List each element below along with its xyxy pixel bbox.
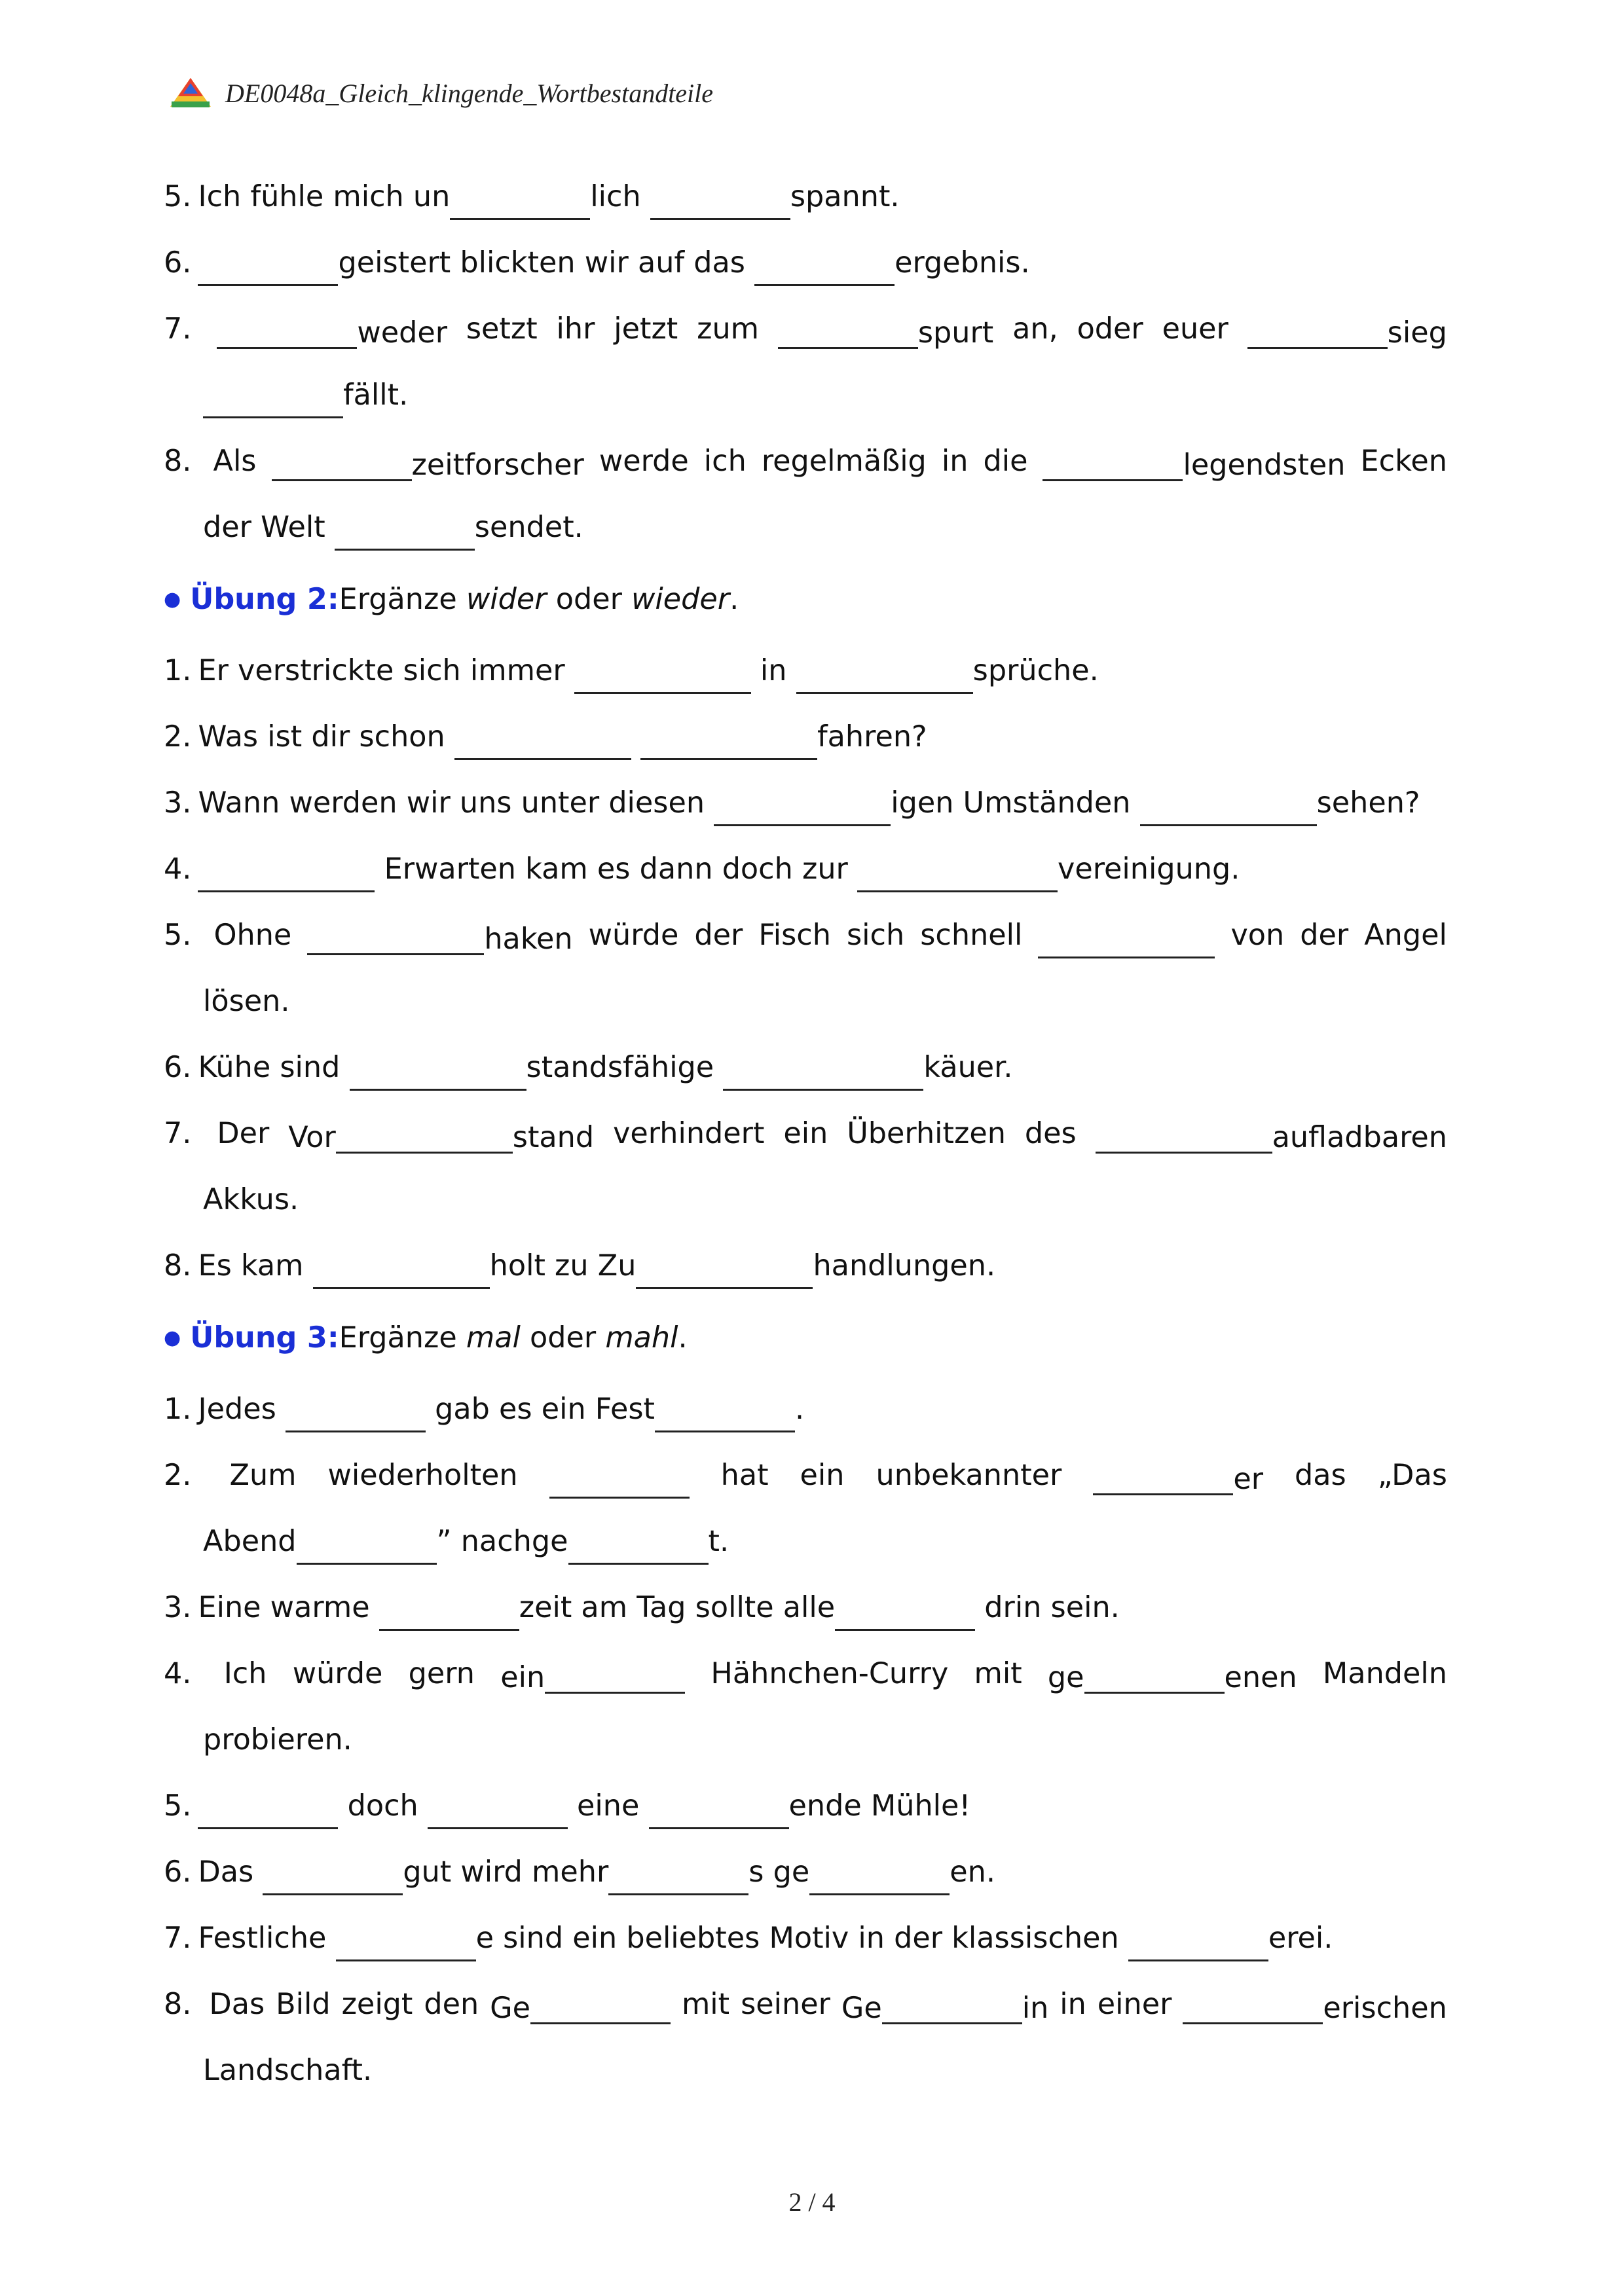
answer-blank[interactable] [450,186,590,220]
item-number: 6. [164,1051,192,1084]
answer-blank[interactable] [655,1398,795,1432]
answer-blank[interactable] [286,1398,426,1432]
answer-blank[interactable] [1140,792,1317,826]
worksheet-content [164,164,1447,2104]
item-number: 2. [164,720,192,754]
answer-blank[interactable] [809,1861,950,1895]
answer-blank[interactable] [272,447,412,481]
answer-blank[interactable] [1247,315,1388,349]
answer-blank[interactable] [336,1927,476,1961]
item-number: 6. [164,246,192,280]
exercise-item: 6. Das gut wird mehr s ge en. [164,1839,1447,1905]
answer-blank[interactable] [335,517,475,551]
item-number: 7. [164,1922,192,1955]
exercise-item-continuation: der Welt sendet. [164,494,1447,560]
answer-blank[interactable] [350,1057,526,1091]
exercise-item: 6. Kühe sind standsfähige käuer. [164,1034,1447,1101]
exercise-item-continuation: probieren. [203,1723,352,1757]
page-header [169,73,713,113]
answer-blank[interactable] [608,1861,748,1895]
answer-blank[interactable] [796,660,973,694]
bullet-icon: ● [164,587,181,611]
exercise-item-continuation: Abend ” nachge t. [164,1508,1447,1575]
item-number: 5. [164,1789,192,1823]
answer-blank[interactable] [545,1660,685,1694]
answer-blank[interactable] [835,1597,975,1631]
exercise-item-continuation: Landschaft. [203,2054,373,2087]
answer-blank[interactable] [1093,1461,1233,1495]
answer-blank[interactable] [1084,1660,1225,1694]
answer-blank[interactable] [217,315,357,349]
exercise-item: 4. Erwarten kam es dann doch zur vereinigung. [164,836,1447,902]
item-number: 8. [164,1988,192,2021]
item-number: 3. [164,1591,192,1624]
answer-blank[interactable] [649,1795,789,1829]
answer-blank[interactable] [379,1597,519,1631]
answer-blank[interactable] [882,1990,1022,2024]
answer-blank[interactable] [1096,1120,1272,1154]
exercise-3-heading: ● Übung 3: Ergänze mal oder mahl . [164,1321,688,1355]
item-number: 5. [164,919,192,952]
answer-blank[interactable] [530,1990,671,2024]
document-title: DE0048a_Gleich_klingende_Wortbestandteile [225,78,714,108]
answer-blank[interactable] [650,186,790,220]
item-number: 2. [164,1459,192,1492]
answer-blank[interactable] [714,792,891,826]
exercise-item: 6. geistert blickten wir auf das ergebnis. [164,230,1447,296]
exercise-item: 7. Der Vor stand verhindert ein Überhitzen des aufladbaren [164,1117,1447,1154]
answer-blank[interactable] [307,921,484,955]
item-number: 8. [164,1249,192,1283]
exercise-item: 5. doch eine ende Mühle! [164,1773,1447,1839]
answer-blank[interactable] [574,660,751,694]
exercise-item: 4. Ich würde gern ein Hähnchen-Curry mit ge enen Mandeln [164,1657,1447,1694]
answer-blank[interactable] [754,252,895,286]
item-number: 4. [164,852,192,886]
answer-blank[interactable] [778,315,918,349]
answer-blank[interactable] [336,1120,513,1154]
exercise-item: 8. Als zeitforscher werde ich regelmäßig in die legendsten Ecken [164,445,1447,482]
answer-blank[interactable] [1043,447,1183,481]
answer-blank[interactable] [428,1795,568,1829]
exercise-item: 3. Eine warme zeit am Tag sollte alle drin sein. [164,1575,1447,1641]
item-number: 7. [164,312,192,346]
answer-blank[interactable] [313,1255,490,1289]
exercise-2-heading: ● Übung 2: Ergänze wider oder wieder . [164,582,739,616]
answer-blank[interactable] [203,384,343,418]
exercise-item: 3. Wann werden wir uns unter diesen igen Umständen sehen? [164,770,1447,836]
answer-blank[interactable] [857,858,1058,892]
answer-blank[interactable] [198,858,375,892]
exercise-item: 1. Jedes gab es ein Fest . [164,1376,1447,1442]
answer-blank[interactable] [1038,924,1215,958]
exercise-item: 7. Festliche e sind ein beliebtes Motiv in der klassischen erei. [164,1905,1447,1971]
answer-blank[interactable] [454,726,631,760]
item-number: 4. [164,1657,192,1690]
exercise-item: 1. Er verstrickte sich immer in sprüche. [164,638,1447,704]
answer-blank[interactable] [568,1531,709,1565]
exercise-label: Übung 2: [190,582,339,616]
publisher-logo-icon [169,77,212,109]
exercise-item-continuation: lösen. [203,985,290,1018]
exercise-item: 5. Ohne haken würde der Fisch sich schnell von der Angel [164,902,1447,968]
page-number: 2 / 4 [788,2187,836,2217]
answer-blank[interactable] [198,1795,338,1829]
exercise-item: 8. Das Bild zeigt den Ge mit seiner Ge in in einer erischen [164,1988,1447,2025]
answer-blank[interactable] [640,726,817,760]
answer-blank[interactable] [263,1861,403,1895]
item-number: 5. [164,180,192,213]
answer-blank[interactable] [723,1057,923,1091]
item-number: 7. [164,1117,192,1150]
exercise-label: Übung 3: [190,1321,339,1355]
item-number: 1. [164,654,192,687]
exercise-item: 2. Zum wiederholten hat ein unbekannter er das „Das [164,1442,1447,1508]
exercise-item: 2. Was ist dir schon fahren? [164,704,1447,770]
item-number: 3. [164,786,192,820]
exercise-item-continuation: fällt. [164,362,1447,428]
answer-blank[interactable] [297,1531,437,1565]
answer-blank[interactable] [1183,1990,1323,2024]
answer-blank[interactable] [549,1465,690,1499]
bullet-icon: ● [164,1326,181,1349]
item-number: 6. [164,1855,192,1889]
item-number: 1. [164,1393,192,1426]
item-number: 8. [164,445,192,478]
answer-blank[interactable] [1128,1927,1268,1961]
exercise-item: 7. weder setzt ihr jetzt zum spurt an, oder euer sieg [164,312,1447,350]
answer-blank[interactable] [636,1255,813,1289]
answer-blank[interactable] [198,252,338,286]
exercise-item: 8. Es kam holt zu Zu handlungen. [164,1233,1447,1299]
exercise-item-continuation: Akkus. [203,1183,299,1216]
exercise-item: 5. Ich fühle mich un lich spannt. [164,164,1447,230]
